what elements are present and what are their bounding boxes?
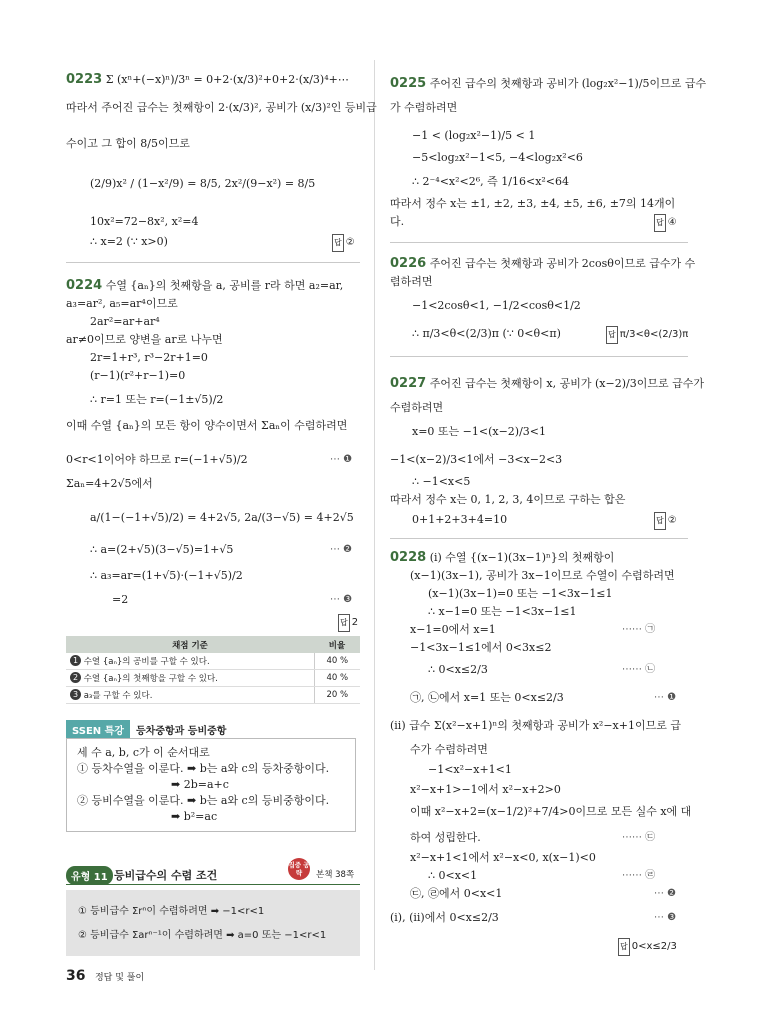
- problem-0225-line6: 따라서 정수 x는 ±1, ±2, ±3, ±4, ±5, ±6, ±7의 14개이: [390, 197, 676, 210]
- problem-number-0228: 0228: [390, 550, 427, 565]
- problem-0228-line16: ∴ 0<x<1: [428, 869, 478, 882]
- problem-0228-line5: x−1=0에서 x=1: [410, 623, 496, 636]
- problem-0228-line7: ∴ 0<x≤2/3: [428, 663, 488, 676]
- step-marker-3: ⋯ ❸: [654, 912, 677, 923]
- problem-number-0227: 0227: [390, 376, 427, 391]
- problem-0228-line2: (x−1)(3x−1), 공비가 3x−1이므로 수열이 수렴하려면: [410, 569, 675, 582]
- problem-0224-line10: Σaₙ=4+2√5에서: [66, 477, 153, 490]
- answer-icon: 답: [618, 938, 630, 956]
- page-footer: [66, 968, 144, 984]
- step-marker-3: ⋯ ❸: [330, 594, 353, 605]
- problem-0224-line11: a/(1−(−1+√5)/2) = 4+2√5, 2a/(3−√5) = 4+2√5: [90, 511, 354, 524]
- page-number: 36: [66, 968, 86, 984]
- grading-header-criteria: 채점 기준: [66, 636, 314, 653]
- type-underline: [66, 884, 360, 885]
- focus-badge: 집중 공략: [288, 858, 310, 880]
- step-2-icon: 2: [70, 672, 81, 683]
- type-content: ① 등비급수 Σrⁿ이 수렴하려면 ➡ −1<r<1 ② 등비급수 Σarⁿ⁻¹이 수렴하려면 ➡ a=0 또는 −1<r<1: [66, 890, 360, 956]
- problem-0224-line3: 2ar²=ar+ar⁴: [90, 315, 160, 328]
- type-title: 등비급수의 수렴 조건: [114, 869, 218, 882]
- problem-0227-line4: −1<(x−2)/3<1에서 −3<x−2<3: [390, 453, 563, 466]
- problem-0228-line6: −1<3x−1≤1에서 0<3x≤2: [410, 641, 552, 654]
- problem-0224-line14: =2: [112, 593, 129, 606]
- label-b: ⋯⋯ ㉡: [622, 664, 656, 675]
- type-header: [66, 862, 360, 884]
- problem-0228-line18: (i), (ii)에서 0<x≤2/3: [390, 911, 499, 924]
- answer-0223: 답 ②: [332, 234, 355, 252]
- answer-icon: 답: [654, 512, 666, 530]
- label-a: ⋯⋯ ㉠: [622, 624, 656, 635]
- problem-0223-line5: 10x²=72−8x², x²=4: [90, 215, 199, 228]
- problem-0228-line10: 수가 수렴하려면: [410, 743, 488, 756]
- problem-0227-line1: 0227 주어진 급수는 첫째항이 x, 공비가 (x−2)/3이므로 급수가: [390, 376, 704, 391]
- problem-0228-line3: (x−1)(3x−1)=0 또는 −1<3x−1≤1: [428, 587, 613, 600]
- problem-0224-line4: ar≠0이므로 양변을 ar로 나누면: [66, 333, 223, 346]
- problem-0225-line5: ∴ 2⁻⁴<x²<2⁶, 즉 1/16<x²<64: [412, 175, 570, 188]
- label-d: ⋯⋯ ㉣: [622, 870, 656, 881]
- problem-0228-line9: (ii) 급수 Σ(x²−x+1)ⁿ의 첫째항과 공비가 x²−x+1이므로 급: [390, 719, 681, 732]
- step-1-icon: 1: [70, 655, 81, 666]
- problem-0224-line1: 0224 수열 {aₙ}의 첫째항을 a, 공비를 r라 하면 a₂=ar,: [66, 278, 344, 293]
- step-3-icon: 3: [70, 689, 81, 700]
- problem-0224-line6: (r−1)(r²+r−1)=0: [90, 369, 186, 382]
- problem-0228-line1: 0228 (i) 수열 {(x−1)(3x−1)ⁿ}의 첫째항이: [390, 550, 615, 565]
- ssen-tip-box: [66, 720, 356, 828]
- grading-header-ratio: 비율: [314, 636, 360, 653]
- problem-0224-line12: ∴ a=(2+√5)(3−√5)=1+√5: [90, 543, 234, 556]
- type-tag: 유형 11: [66, 866, 113, 885]
- problem-0226-line2: 렴하려면: [390, 275, 433, 288]
- answer-0226: 답 π/3<θ<(2/3)π: [606, 326, 688, 344]
- ssen-content: 세 수 a, b, c가 이 순서대로 ① 등차수열을 이룬다. ➡ b는 a와 c의 등차중항이다. ➡ 2b=a+c ② 등비수열을 이룬다. ➡ b는 a와 c의 등비중항이다. ➡ b²=ac: [66, 738, 356, 832]
- problem-0223-line4: (2/9)x² / (1−x²/9) = 8/5, 2x²/(9−x²) = 8/5: [90, 177, 316, 190]
- answer-icon: 답: [338, 614, 350, 632]
- separator: [390, 356, 688, 357]
- problem-0228-line13: 이때 x²−x+2=(x−1/2)²+7/4>0이므로 모든 실수 x에 대: [410, 805, 692, 818]
- problem-0224-line7: ∴ r=1 또는 r=(−1±√5)/2: [90, 393, 224, 406]
- problem-0228-line8: ㉠, ㉡에서 x=1 또는 0<x≤2/3: [410, 691, 564, 704]
- ssen-tag: SSEN 특강: [66, 720, 130, 739]
- problem-0225-line2: 가 수렴하려면: [390, 101, 458, 114]
- problem-0223-line3: 수이고 그 합이 8/5이므로: [66, 137, 190, 150]
- problem-0223-line1: [66, 72, 349, 88]
- book-reference: 본책 38쪽: [316, 870, 355, 880]
- problem-0224-line13: ∴ a₃=ar=(1+√5)·(−1+√5)/2: [90, 569, 243, 582]
- step-marker-2: ⋯ ❷: [654, 888, 677, 899]
- problem-0224-line9: 0<r<1이어야 하므로 r=(−1+√5)/2: [66, 453, 248, 466]
- step-marker-1: ⋯ ❶: [654, 692, 677, 703]
- table-row: 2 수열 {aₙ}의 첫째항을 구할 수 있다. 40 %: [66, 670, 360, 687]
- eq-series: Σ (xⁿ+(−x)ⁿ)/3ⁿ = 0+2·(x/3)²+0+2·(x/3)⁴+⋯: [105, 73, 349, 86]
- answer-0227: 답 ②: [654, 512, 677, 530]
- step-marker-1: ⋯ ❶: [330, 454, 353, 465]
- answer-icon: 답: [332, 234, 344, 252]
- problem-0227-line3: x=0 또는 −1<(x−2)/3<1: [412, 425, 547, 438]
- problem-0227-line5: ∴ −1<x<5: [412, 475, 471, 488]
- answer-icon: 답: [654, 214, 666, 232]
- problem-0223-line6: ∴ x=2 (∵ x>0): [90, 235, 168, 248]
- problem-0227-line7: 0+1+2+3+4=10: [412, 513, 508, 526]
- problem-0227-line6: 따라서 정수 x는 0, 1, 2, 3, 4이므로 구하는 합은: [390, 493, 626, 506]
- problem-0226-line1: 0226 주어진 급수는 첫째항과 공비가 2cosθ이므로 급수가 수: [390, 256, 696, 271]
- problem-0223-line2: 따라서 주어진 급수는 첫째항이 2·(x/3)², 공비가 (x/3)²인 등비급: [66, 101, 377, 114]
- table-row: 3 a₃를 구할 수 있다. 20 %: [66, 687, 360, 704]
- separator: [66, 262, 360, 263]
- column-divider: [374, 60, 375, 970]
- problem-0227-line2: 수렴하려면: [390, 401, 444, 414]
- problem-0225-line3: −1 < (log₂x²−1)/5 < 1: [412, 129, 536, 142]
- problem-0228-line12: x²−x+1>−1에서 x²−x+2>0: [410, 783, 561, 796]
- separator: [390, 538, 688, 539]
- problem-0226-line3: −1<2cosθ<1, −1/2<cosθ<1/2: [412, 299, 581, 312]
- problem-0225-line1: 0225 주어진 급수의 첫째항과 공비가 (log₂x²−1)/5이므로 급수: [390, 76, 707, 91]
- problem-0228-line15: x²−x+1<1에서 x²−x<0, x(x−1)<0: [410, 851, 596, 864]
- footer-label: 정답 및 풀이: [94, 973, 145, 983]
- problem-0224-line2: a₃=ar², a₅=ar⁴이므로: [66, 297, 178, 310]
- step-marker-2: ⋯ ❷: [330, 544, 353, 555]
- answer-icon: 답: [606, 326, 618, 344]
- table-row: 1 수열 {aₙ}의 공비를 구할 수 있다. 40 %: [66, 653, 360, 670]
- problem-0224-line5: 2r=1+r³, r³−2r+1=0: [90, 351, 208, 364]
- answer-0224: 답 2: [338, 614, 358, 632]
- separator: [390, 242, 688, 243]
- problem-0228-line17: ㉢, ㉣에서 0<x<1: [410, 887, 503, 900]
- ssen-title: 등차중항과 등비중항: [136, 726, 227, 737]
- problem-0228-line14: 하여 성립한다.: [410, 831, 481, 844]
- grading-table: [66, 636, 360, 704]
- problem-0225-line7: 다.: [390, 215, 405, 228]
- problem-0228-line4: ∴ x−1=0 또는 −1<3x−1≤1: [428, 605, 577, 618]
- label-c: ⋯⋯ ㉢: [622, 832, 656, 843]
- problem-number-0223: 0223: [66, 72, 103, 87]
- problem-0225-line4: −5<log₂x²−1<5, −4<log₂x²<6: [412, 151, 583, 164]
- problem-number-0226: 0226: [390, 256, 427, 271]
- answer-0228: 답 0<x≤2/3: [618, 938, 677, 956]
- problem-0228-line11: −1<x²−x+1<1: [428, 763, 512, 776]
- problem-number-0225: 0225: [390, 76, 427, 91]
- problem-0224-line8: 이때 수열 {aₙ}의 모든 항이 양수이면서 Σaₙ이 수렴하려면: [66, 419, 348, 432]
- problem-number-0224: 0224: [66, 278, 103, 293]
- answer-0225: 답 ④: [654, 214, 677, 232]
- problem-0226-line4: ∴ π/3<θ<(2/3)π (∵ 0<θ<π): [412, 327, 561, 340]
